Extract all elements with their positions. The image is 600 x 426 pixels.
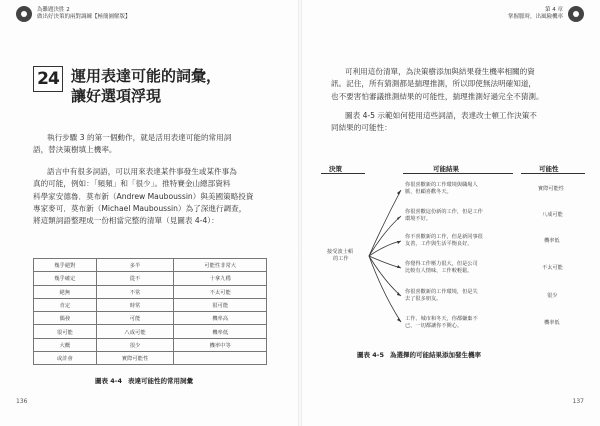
column-header-probability: 可能性	[539, 165, 559, 173]
left-paragraph-1	[33, 132, 267, 157]
table-row	[34, 338, 267, 351]
branch-arrow	[369, 256, 401, 268]
chapter-number: 24	[33, 66, 63, 92]
left-page	[0, 0, 299, 426]
table-cell	[174, 352, 267, 365]
left-running-header	[16, 6, 131, 22]
table-cell: 八成可能	[96, 325, 174, 338]
page-number-left: 136	[16, 398, 28, 405]
text-line: 也不要害怕審議推測結果的可能性，揣理推測好過完全不猜測。	[331, 91, 544, 101]
left-header-line2: 做出好決策的兩對調練【極簡圖解版】	[37, 14, 131, 20]
outcome-5	[405, 289, 478, 303]
gear-icon	[568, 6, 584, 22]
text-line: 去了很多朋友。	[405, 296, 442, 302]
text-line: 專家麥可．莫布新（Michael Mauboussin）為了深進行調查，	[33, 203, 247, 213]
outcome-2	[405, 209, 483, 223]
text-line: 你很喜歡新的工作環境，但是失	[405, 289, 478, 295]
figure-4-5-caption	[357, 350, 481, 359]
text-line: 語，替決策樹填上機率。	[33, 145, 117, 155]
table-cell: 從不	[96, 272, 174, 285]
column-header-outcome: 可能結果	[433, 165, 459, 173]
table-row	[34, 272, 267, 285]
text-line: 友善，工作與生活平衡良好。	[405, 241, 473, 247]
left-paragraph-2	[33, 166, 267, 227]
text-line: 圖表 4-5 示範如何使用這些詞語，表達改士頓工作決策不	[345, 111, 537, 120]
outcome-3	[405, 234, 483, 248]
table-cell: 可能	[96, 312, 174, 325]
table-row	[34, 298, 267, 311]
chapter-title-block	[33, 66, 221, 106]
text-line: 同結果的可能性：	[331, 123, 392, 133]
table-cell: 實際可能性	[96, 352, 174, 365]
right-paragraph-2	[331, 110, 571, 135]
table-cell: 肯定	[34, 298, 97, 311]
table-row	[34, 325, 267, 338]
text-line: 你覺得工作壓力很大，但是公司	[405, 261, 478, 267]
text-line: 比較有人情味，工作較輕鬆。	[405, 268, 473, 274]
caption-text: 為選擇的可能結果添加發生機率	[390, 351, 482, 359]
chapter-title-line2: 讓好選項浮現	[71, 87, 162, 105]
table-cell: 很可能	[34, 325, 97, 338]
text-line: 真的可能，例如：「頻頻」和「很少」。推特賽金山總部資料	[33, 179, 231, 189]
text-line: 執行步驟 3 的第一個動作，就是活用表達可能的常用詞	[47, 133, 232, 142]
right-paragraph-1	[331, 66, 571, 103]
branch-arrow	[369, 256, 401, 296]
gear-icon	[16, 6, 32, 22]
table-row	[34, 312, 267, 325]
decision-tree-diagram	[321, 164, 586, 342]
right-page	[301, 0, 600, 426]
arrowhead	[397, 241, 401, 244]
caption-text: 表達可能性的常用詞彙	[128, 377, 194, 385]
probability-2: 八成可能	[542, 212, 563, 218]
page-number-right: 137	[572, 398, 584, 405]
caption-label: 圖表 4-4	[95, 377, 123, 385]
table-cell: 或許會	[34, 352, 97, 365]
probability-4: 不太可能	[542, 265, 563, 271]
text-line: 你很喜歡新的工作環境與職場人	[405, 182, 478, 188]
outcome-6	[405, 316, 478, 330]
table-row	[34, 259, 267, 272]
text-line: 將這類詞語整理成一份相當完整的清單（見圖表 4-4）：	[33, 216, 219, 226]
branch-arrow	[369, 190, 401, 256]
table-row	[34, 352, 267, 365]
decision-source-node	[327, 249, 353, 263]
text-line: 科學家安德魯．莫布新（Andrew Mauboussin）與美國策略投資	[33, 191, 254, 201]
table-cell: 十拿九穩	[174, 272, 267, 285]
table-cell: 偶發	[34, 312, 97, 325]
right-running-header	[508, 6, 584, 22]
table-cell: 不常	[96, 285, 174, 298]
arrowhead	[397, 318, 401, 322]
table-cell: 幾乎確定	[34, 272, 97, 285]
table-cell: 大概	[34, 338, 97, 351]
table-cell: 很少	[96, 338, 174, 351]
table-cell: 不太可能	[174, 285, 267, 298]
table-cell: 可能性非常大	[174, 259, 267, 272]
chapter-title-line1: 運用表達可能的詞彙，	[71, 67, 222, 85]
text-line: 脈，但顧喜歡冬天。	[405, 189, 452, 195]
right-header-line2: 掌握脈時，出風險機率	[507, 14, 563, 20]
probability-5: 很少	[547, 293, 558, 299]
table-row	[34, 285, 267, 298]
text-line: 語言中有很多詞語，可以用來表達某件事發生或某件事為	[47, 167, 237, 176]
probability-words-table	[33, 258, 267, 365]
probability-1: 實際可能性	[538, 186, 564, 192]
column-header-decision: 決策	[329, 165, 342, 173]
table-cell: 時常	[96, 298, 174, 311]
text-line: 工作、城市和冬天，你都嫌棄不	[405, 316, 478, 322]
text-line: 你很喜歡這份新的工作，但是工作	[405, 209, 483, 215]
right-header-line1: 第 4 章	[545, 7, 563, 13]
table-cell: 絕無	[34, 285, 97, 298]
table-cell: 機率低	[174, 325, 267, 338]
table-cell: 機率高	[174, 312, 267, 325]
text-line: 你不喜歡新的工作，但是新同事很	[405, 234, 483, 240]
probability-6: 機率低	[544, 320, 560, 326]
text-line: 的工作	[333, 256, 349, 262]
text-line: 接受波士頓	[327, 249, 353, 255]
figure-4-4-caption	[95, 376, 193, 385]
caption-label: 圖表 4-5	[357, 351, 385, 359]
arrowhead	[397, 190, 401, 195]
table-cell: 多半	[96, 259, 174, 272]
outcome-1	[405, 182, 478, 196]
arrowhead	[397, 265, 401, 268]
text-line: 環境不好。	[405, 216, 431, 222]
probability-3: 機率低	[544, 238, 560, 244]
branch-arrow	[369, 256, 401, 322]
outcome-4	[405, 261, 478, 275]
table-cell: 機率中等	[174, 338, 267, 351]
left-header-line1: 為難題決胜 2	[37, 7, 70, 13]
text-line: 訊。記住，所有猜測都是揣理推測，所以即使無法明確知道，	[331, 79, 537, 89]
table-cell: 幾乎絕對	[34, 259, 97, 272]
text-line: 已，一切都讓你不開心。	[405, 323, 463, 329]
text-line: 可利用這份清單，為決策樹添加與結果發生機率相關的資	[345, 67, 535, 76]
table-cell: 很可能	[174, 298, 267, 311]
